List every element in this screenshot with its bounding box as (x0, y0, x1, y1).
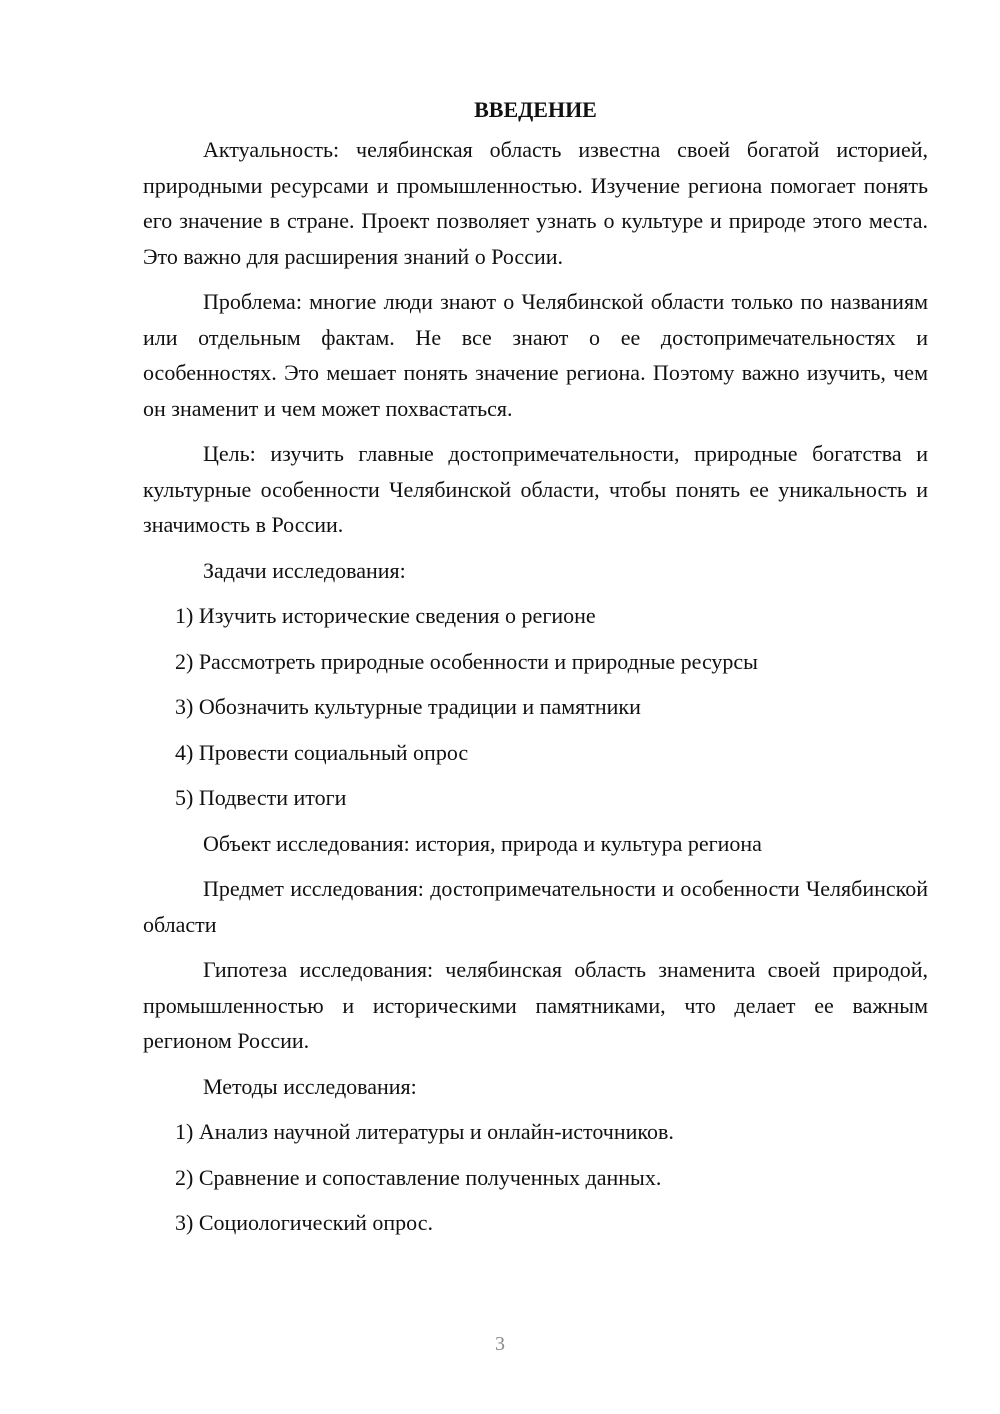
document-page (143, 92, 928, 1251)
object-paragraph: Объект исследования: история, природа и культура региона (203, 830, 762, 856)
list-item: 4) Провести социальный опрос (175, 739, 469, 765)
hypothesis-paragraph: Гипотеза исследования: челябинская область знаменита своей природой, промышленностью и историческими памятниками, что делает ее важным регионом России. (143, 957, 928, 1053)
list-item: 5) Подвести итоги (175, 785, 347, 810)
list-item: 3) Социологический опрос. (175, 1210, 433, 1235)
relevance-paragraph: Актуальность: челябинская область известна своей богатой историей, природными ресурсами и промышленностью. Изучение региона помогает понять его значение в стране. Проект позволяет узнать о культуре и природе этого места. Это важно для расширения знаний о России. (143, 137, 928, 269)
subject-paragraph: Предмет исследования: достопримечательности и особенности Челябинской области (143, 876, 928, 937)
list-item: 1) Изучить исторические сведения о регионе (175, 603, 596, 628)
goal-paragraph: Цель: изучить главные достопримечательности, природные богатства и культурные особенности Челябинской области, чтобы понять ее уникальность и значимость в России. (143, 441, 928, 537)
methods-list (143, 1114, 928, 1241)
section-title: ВВЕДЕНИЕ (474, 97, 597, 122)
methods-heading: Методы исследования: (203, 1073, 417, 1099)
tasks-list (143, 598, 928, 816)
tasks-heading: Задачи исследования: (203, 557, 406, 583)
list-item: 2) Сравнение и сопоставление полученных данных. (175, 1164, 662, 1190)
problem-paragraph: Проблема: многие люди знают о Челябинской области только по названиям или отдельным фактам. Не все знают о ее достопримечательностях и особенностях. Это мешает понять значение региона. Поэтому важно изучить, чем он знаменит и чем может похвастаться. (143, 289, 928, 421)
page-number: 3 (495, 1333, 505, 1355)
list-item: 2) Рассмотреть природные особенности и природные ресурсы (175, 648, 758, 674)
list-item: 1) Анализ научной литературы и онлайн-источников. (175, 1119, 674, 1144)
list-item: 3) Обозначить культурные традиции и памятники (175, 694, 641, 719)
